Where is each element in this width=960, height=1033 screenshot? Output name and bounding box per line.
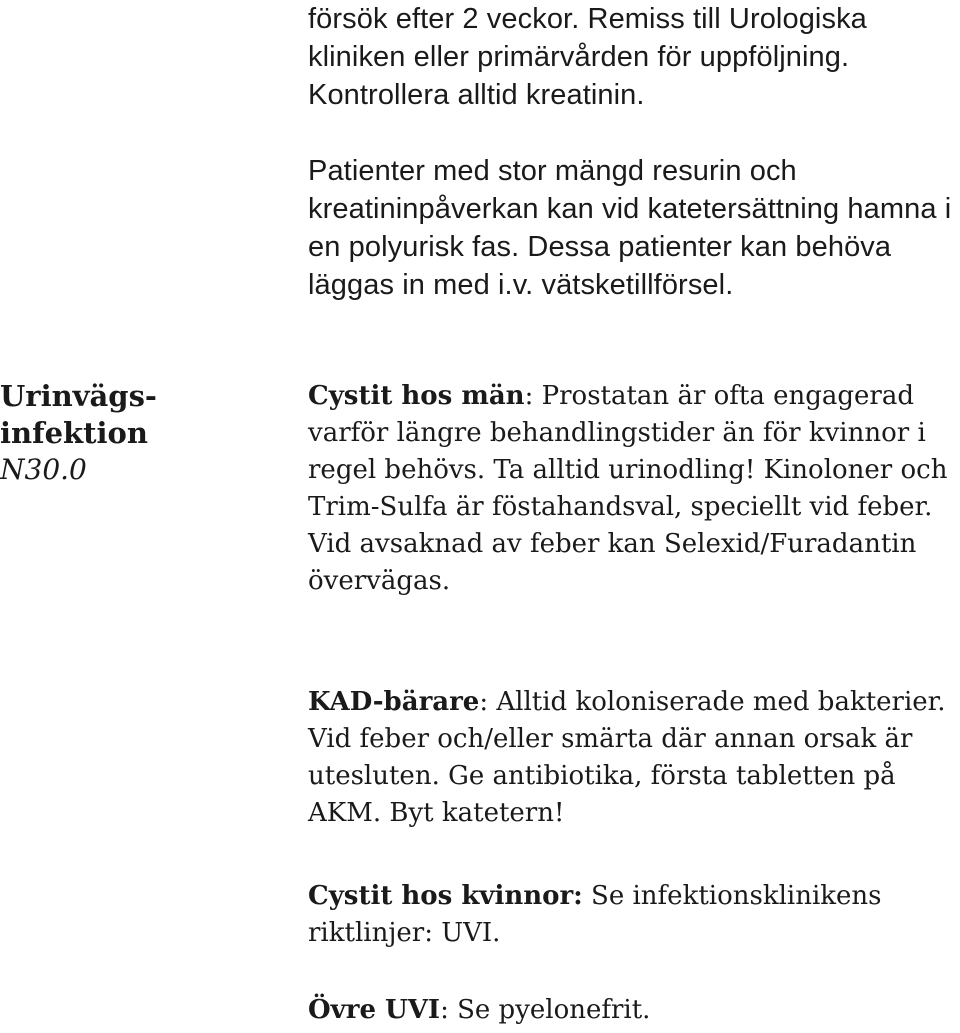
cystit-kvinnor-body: Se infektionsklinikens riktlinjer: UVI. xyxy=(308,881,882,948)
paragraph-ovre-uvi xyxy=(308,992,953,1029)
paragraph-polyuria-text: Patienter med stor mängd resurin och kreatininpåverkan kan vid katetersättning hamna i en polyurisk fas. Dessa patienter kan behöva läggas in med i.v. vätsketillförsel. xyxy=(308,155,952,301)
cystit-kvinnor-lead: Cystit hos kvinnor: xyxy=(308,881,583,911)
paragraph-polyuria xyxy=(308,152,953,304)
paragraph-cystit-kvinnor-text xyxy=(308,878,953,952)
paragraph-kad xyxy=(308,684,953,832)
paragraph-kad-text xyxy=(308,684,953,832)
paragraph-ovre-uvi-text xyxy=(308,992,953,1029)
cystit-man-lead: Cystit hos män xyxy=(308,381,525,411)
section-heading-line1: Urinvägs- xyxy=(0,379,157,413)
paragraph-cystit-man xyxy=(308,378,953,600)
cystit-man-body: : Prostatan är ofta engagerad varför längre behandlingstider än för kvinnor i regel behövs. Ta alltid urinodling! Kinoloner och Trim-Sulfa är föstahandsval, speciellt vid feber. Vid avsaknad av feber kan Selexid/Furadantin övervägas. xyxy=(308,381,948,596)
section-heading-line2: infektion xyxy=(0,416,148,450)
paragraph-followup-text: försök efter 2 veckor. Remiss till Urologiska kliniken eller primärvården för uppföljning. Kontrollera alltid kreatinin. xyxy=(308,3,867,111)
kad-lead: KAD-bärare xyxy=(308,687,480,717)
diagnosis-code: N30.0 xyxy=(0,453,87,486)
paragraph-followup xyxy=(308,0,953,114)
paragraph-cystit-kvinnor xyxy=(308,878,953,952)
ovre-uvi-body: : Se pyelonefrit. xyxy=(440,995,651,1025)
ovre-uvi-lead: Övre UVI xyxy=(308,995,441,1025)
sidebar xyxy=(0,378,240,488)
kad-body: : Alltid koloniserade med bakterier. Vid feber och/eller smärta där annan orsak är utesluten. Ge antibiotika, första tabletten på AKM. Byt katetern! xyxy=(308,687,946,828)
paragraph-cystit-man-text xyxy=(308,378,953,600)
